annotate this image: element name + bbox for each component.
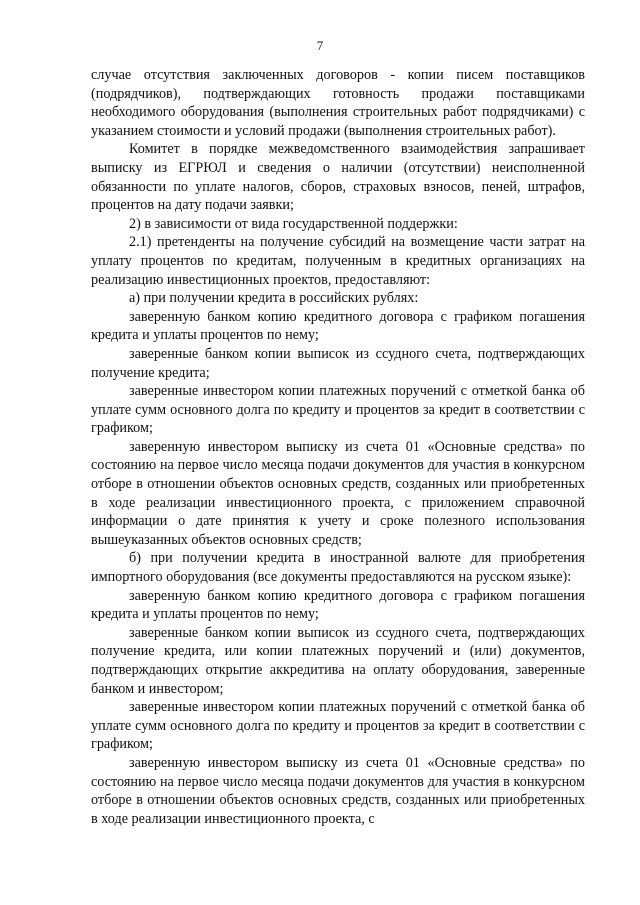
paragraph-a-fixed-assets-statement: заверенную инвестором выписку из счета 01 «Основные средства» по состоянию на первое число месяца подачи документов для участия в конкурсном отборе в отношении объектов основных средств, созданных или приобретенных в ходе реализации инвестиционного проекта, с приложением справочной информации о дате принятия к учету и сроке полезного использования вышеуказанных объектов основных средств; <box>91 438 585 548</box>
paragraph-item-2: 2) в зависимости от вида государственной поддержки: <box>129 215 458 232</box>
paragraph-a-payment-orders: заверенные инвестором копии платежных поручений с отметкой банка об уплате сумм основного долга по кредиту и процентов за кредит в соответствии с графиком; <box>91 383 585 437</box>
paragraph-item-2-1: 2.1) претенденты на получение субсидий на возмещение части затрат на уплату процентов по кредитам, полученным в кредитных организациях на реализацию инвестиционных проектов, предоставляют: <box>91 234 585 288</box>
page-number: 7 <box>316 38 324 53</box>
paragraph-b-fixed-assets-statement: заверенную инвестором выписку из счета 01 «Основные средства» по состоянию на первое число месяца подачи документов для участия в конкурсном отборе в отношении объектов основных средств, созданных или приобретенных в ходе реализации инвестиционного проекта, с <box>91 754 585 827</box>
paragraph-a-loan-account-statements: заверенные банком копии выписок из ссудного счета, подтверждающих получение кредита; <box>91 345 585 381</box>
document-body <box>91 66 585 828</box>
paragraph-committee-request: Комитет в порядке межведомственного взаимодействия запрашивает выписку из ЕГРЮЛ и сведения о наличии (отсутствии) неисполненной обязанности по уплате налогов, сборов, страховых взносов, пеней, штрафов, процентов на дату подачи заявки; <box>91 141 585 214</box>
paragraph-continuation: случае отсутствия заключенных договоров - копии писем поставщиков (подрядчиков), подтверждающих готовность продажи поставщиками необходимого оборудования (выполнения строительных работ подрядчиками) с указанием стоимости и условий продажи (выполнения строительных работ). <box>91 67 585 139</box>
paragraph-subitem-b: б) при получении кредита в иностранной валюте для приобретения импортного оборудования (все документы предоставляются на русском языке): <box>91 550 585 586</box>
paragraph-a-credit-agreement: заверенную банком копию кредитного договора с графиком погашения кредита и уплаты процентов по нему; <box>91 308 585 344</box>
paragraph-b-payment-orders: заверенные инвестором копии платежных поручений с отметкой банка об уплате сумм основного долга по кредиту и процентов за кредит в соответствии с графиком; <box>91 699 585 753</box>
paragraph-b-credit-agreement: заверенную банком копию кредитного договора с графиком погашения кредита и уплаты процентов по нему; <box>91 587 585 623</box>
paragraph-subitem-a: а) при получении кредита в российских рублях: <box>129 290 419 307</box>
paragraph-b-loan-account-statements: заверенные банком копии выписок из ссудного счета, подтверждающих получение кредита, или копии платежных поручений и (или) документов, подтверждающих открытие аккредитива на оплату оборудования, заверенные банком и инвестором; <box>91 624 585 697</box>
